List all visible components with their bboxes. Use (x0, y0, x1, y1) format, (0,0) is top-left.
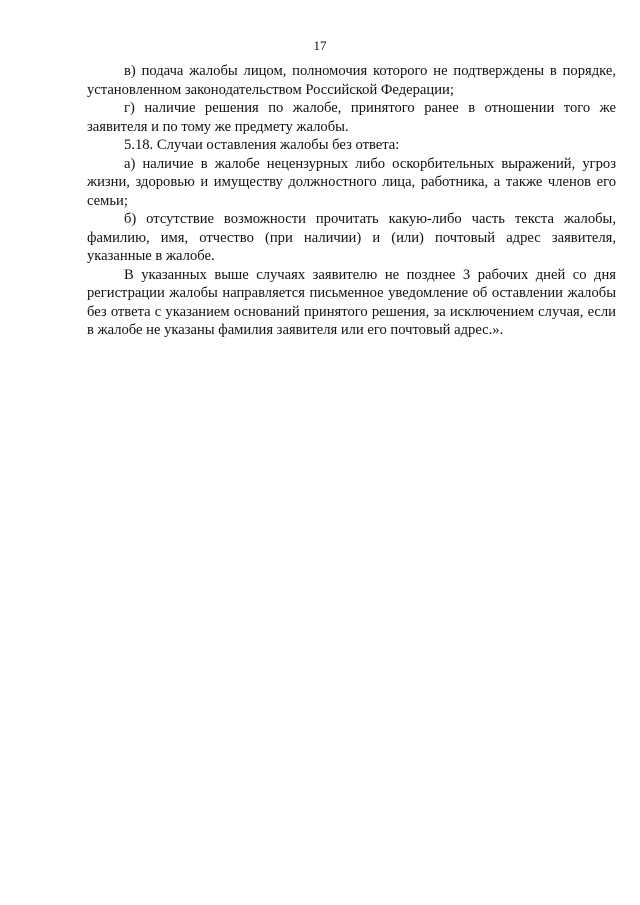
page-number: 17 (313, 38, 327, 53)
paragraph-item-b: б) отсутствие возможности прочитать какую-либо часть текста жалобы, фамилию, имя, отчество (при наличии) и (или) почтовый адрес заявителя, указанные в жалобе. (87, 211, 616, 264)
section-heading-5-18: 5.18. Случаи оставления жалобы без ответа: (124, 137, 400, 153)
document-body (87, 62, 616, 340)
paragraph-item-a: а) наличие в жалобе нецензурных либо оскорбительных выражений, угроз жизни, здоровью и имуществу должностного лица, работника, а также членов его семьи; (87, 155, 616, 209)
paragraph-closing: В указанных выше случаях заявителю не позднее 3 рабочих дней со дня регистрации жалобы направляется письменное уведомление об оставлении жалобы без ответа с указанием оснований принятого решения, за исключением случая, если в жалобе не указаны фамилия заявителя или его почтовый адрес.». (87, 266, 616, 338)
paragraph-item-v: в) подача жалобы лицом, полномочия которого не подтверждены в порядке, установленном законодательством Российской Федерации; (87, 63, 616, 98)
paragraph-item-g: г) наличие решения по жалобе, принятого ранее в отношении того же заявителя и по тому же предмету жалобы. (87, 100, 616, 135)
